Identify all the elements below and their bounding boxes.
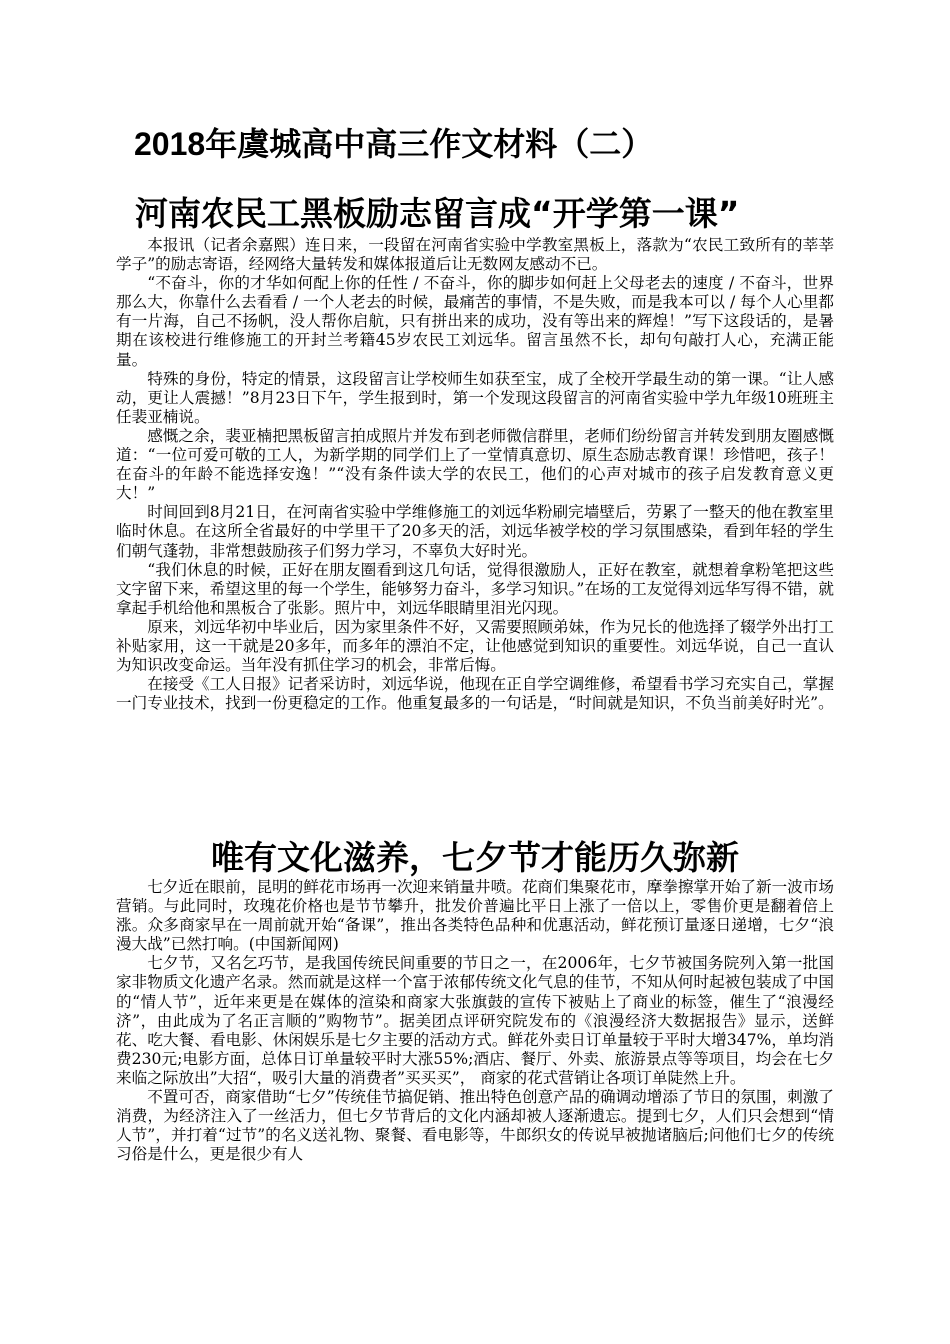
section-2-body	[116, 878, 834, 1164]
paragraph: 本报讯（记者余嘉熙）连日来，一段留在河南省实验中学教室黑板上，落款为“农民工致所有的莘莘学子”的励志寄语，经网络大量转发和媒体报道后让无数网友感动不已。	[116, 236, 834, 274]
paragraph: 原来，刘远华初中毕业后，因为家里条件不好，又需要照顾弟妹，作为兄长的他选择了辍学外出打工补贴家用，这一干就是20多年，而多年的漂泊不定，让他感觉到知识的重要性。刘远华说，自己一直认为知识改变命运。当年没有抓住学习的机会，非常后悔。	[116, 617, 834, 675]
paragraph: 不置可否，商家借助“七夕”传统佳节搞促销、推出特色创意产品的确调动增添了节日的氛围，刺激了消费，为经济注入了一丝活力，但七夕节背后的文化内涵却被人逐渐遗忘。提到七夕，人们只会想到“情人节”，并打着“过节”的名义送礼物、聚餐、看电影等，牛郎织女的传说早被抛诸脑后;问他们七夕的传统习俗是什么，更是很少有人	[116, 1088, 834, 1164]
paragraph: 七夕节，又名乞巧节，是我国传统民间重要的节日之一，在2006年，七夕节被国务院列入第一批国家非物质文化遗产名录。然而就是这样一个富于浓郁传统文化气息的佳节，不知从何时起被包装成了中国的“情人节”，近年来更是在媒体的渲染和商家大张旗鼓的宣传下被贴上了商业的标签，催生了“浪漫经济”，由此成为了名正言顺的”购物节”。据美团点评研究院发布的《浪漫经济大数据报告》显示，送鲜花、吃大餐、看电影、休闲娱乐是七夕主要的活动方式。鲜花外卖日订单量较于平时大增347%，单均消费230元;电影方面，总体日订单量较平时大涨55%;酒店、餐厅、外卖、旅游景点等等项目，均会在七夕来临之际放出”大招“，吸引大量的消费者”买买买”， 商家的花式营销让各项订单陡然上升。	[116, 954, 834, 1087]
document-title: 2018年虞城高中高三作文材料（二）	[134, 126, 654, 162]
section-1-title: 河南农民工黑板励志留言成“开学第一课”	[135, 194, 740, 233]
paragraph: “不奋斗，你的才华如何配上你的任性 / 不奋斗，你的脚步如何赶上父母老去的速度 / 不奋斗，世界那么大，你靠什么去看看 / 一个人老去的时候，最痛苦的事情，不是失败，而是我本可以 / 每个人心里都有一片海，自己不扬帆，没人帮你启航，只有拼出来的成功，没有等出来的辉煌！”写下这段话的，是暑期在该校进行维修施工的开封兰考籍45岁农民工刘远华。留言虽然不长，却句句敲打人心，充满正能量。	[116, 274, 834, 369]
paragraph: 七夕近在眼前，昆明的鲜花市场再一次迎来销量井喷。花商们集聚花市，摩拳擦掌开始了新一波市场营销。与此同时，玫瑰花价格也是节节攀升，批发价普遍比平日上涨了一倍以上，零售价更是翻着倍上涨。众多商家早在一周前就开始“备课”，推出各类特色品种和优惠活动，鲜花预订量逐日递增，七夕“浪漫大战”已然打响。(中国新闻网)	[116, 878, 834, 954]
paragraph: 特殊的身份，特定的情景，这段留言让学校师生如获至宝，成了全校开学最生动的第一课。“让人感动，更让人震撼！”8月23日下午，学生报到时，第一个发现这段留言的河南省实验中学九年级10班班主任裴亚楠说。	[116, 369, 834, 426]
paragraph: 感慨之余，裴亚楠把黑板留言拍成照片并发布到老师微信群里，老师们纷纷留言并转发到朋友圈感慨道：“一位可爱可敬的工人，为新学期的同学们上了一堂情真意切、原生态励志教育课！珍惜吧，孩子！在奋斗的年龄不能选择安逸！”“没有条件读大学的农民工，他们的心声对城市的孩子启发教育意义更大！”	[116, 426, 834, 503]
paragraph: “我们休息的时候，正好在朋友圈看到这几句话，觉得很激励人，正好在教室，就想着拿粉笔把这些文字留下来，希望这里的每一个学生，能够努力奋斗，多学习知识。”在场的工友觉得刘远华写得不错，就拿起手机给他和黑板合了张影。照片中，刘远华眼睛里泪光闪现。	[116, 560, 834, 617]
section-2-title: 唯有文化滋养，七夕节才能历久弥新	[211, 838, 739, 877]
section-1-body	[116, 236, 834, 713]
paragraph: 在接受《工人日报》记者采访时，刘远华说，他现在正自学空调维修，希望看书学习充实自己，掌握一门专业技术，找到一份更稳定的工作。他重复最多的一句话是，“时间就是知识，不负当前美好时光”。	[116, 675, 834, 713]
paragraph: 时间回到8月21日，在河南省实验中学维修施工的刘远华粉刷完墙壁后，劳累了一整天的他在教室里临时休息。在这所全省最好的中学里干了20多天的活，刘远华被学校的学习氛围感染，看到年轻的学生们朝气蓬勃，非常想鼓励孩子们努力学习，不辜负大好时光。	[116, 503, 834, 560]
